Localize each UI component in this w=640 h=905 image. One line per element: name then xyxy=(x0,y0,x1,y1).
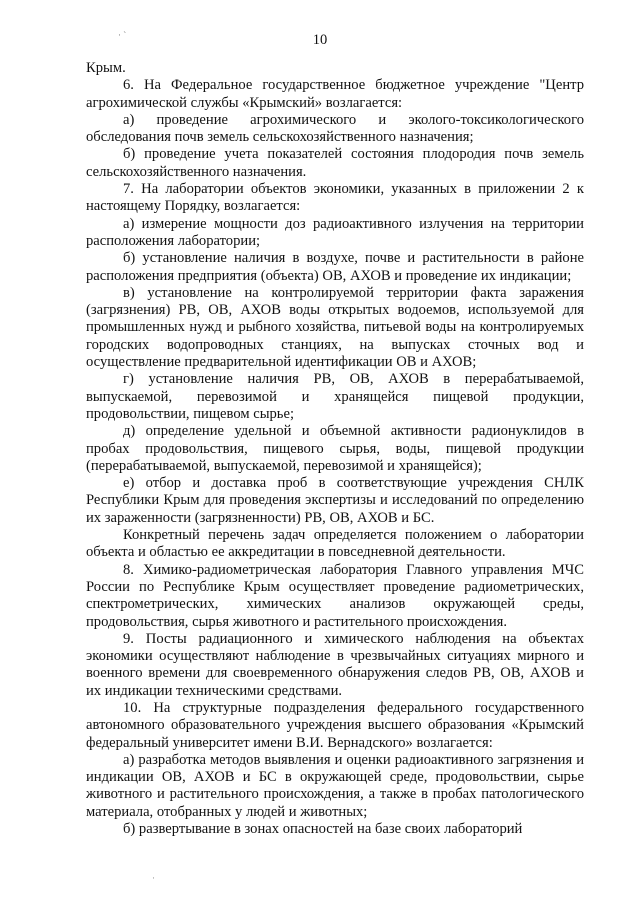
paragraph-item-6: 6. На Федеральное государственное бюджетное учреждение "Центр агрохимической службы «Крымский» возлагается: xyxy=(86,77,584,111)
paragraph-item-8: 8. Химико-радиометрическая лаборатория Главного управления МЧС России по Республике Крым осуществляет проведение радиометрических, спектрометрических, химических анализов окружающей среды, продовольствия, сырья животного и растительного происхождения. xyxy=(86,561,584,630)
paragraph-item-7: 7. На лаборатории объектов экономики, указанных в приложении 2 к настоящему Порядку, возлагается: xyxy=(86,181,584,215)
paragraph-item-7d: д) определение удельной и объемной активности радионуклидов в пробах продовольствия, пищевого сырья, воды, пищевой продукции (перерабатываемой, выпускаемой, перевозимой и хранящейся); xyxy=(86,423,584,474)
paragraph-item-7a: а) измерение мощности доз радиоактивного излучения на территории расположения лаборатории; xyxy=(86,215,584,249)
paragraph-continuation: Крым. xyxy=(86,60,126,76)
paragraph-lab-tasks: Конкретный перечень задач определяется положением о лаборатории объекта и областью ее аккредитации в повседневной деятельности. xyxy=(86,527,584,561)
paragraph-item-7b: б) установление наличия в воздухе, почве и растительности в районе расположения предприятия (объекта) ОВ, АХОВ и проведение их индикации; xyxy=(86,250,584,284)
document-body xyxy=(86,60,584,838)
paragraph-item-9: 9. Посты радиационного и химического наблюдения на объектах экономики осуществляют наблюдение в чрезвычайных ситуациях мирного и военного времени для своевременного обнаружения следов РВ, ОВ, АХОВ и их индикации техническими средствами. xyxy=(86,630,584,699)
scan-speck: · xyxy=(152,873,155,883)
paragraph-item-10: 10. На структурные подразделения федерального государственного автономного образовательного учреждения высшего образования «Крымский федеральный университет имени В.И. Вернадского» возлагается: xyxy=(86,699,584,751)
paragraph-item-7g: г) установление наличия РВ, ОВ, АХОВ в перерабатываемой, выпускаемой, перевозимой и хранящейся пищевой продукции, продовольствии, пищевом сырье; xyxy=(86,371,584,422)
paragraph-item-7e: е) отбор и доставка проб в соответствующие учреждения СНЛК Республики Крым для проведения экспертизы и исследований по определению их зараженности (загрязненности) РВ, ОВ, АХОВ и БС. xyxy=(86,475,584,526)
paragraph-item-10b: б) развертывание в зонах опасностей на базе своих лабораторий xyxy=(123,821,523,838)
page-number: 10 xyxy=(312,32,328,48)
paragraph-item-6a: а) проведение агрохимического и эколого-токсикологического обследования почв земель сельскохозяйственного назначения; xyxy=(86,111,584,146)
paragraph-item-7v: в) установление на контролируемой территории факта заражения (загрязнения) РВ, ОВ, АХОВ воды открытых водоемов, используемой для промышленных нужд и рыбного хозяйства, питьевой воды на контролируемых городских водопроводных станциях, на выпусках сточных вод и осуществление предварительной идентификации ОВ и АХОВ; xyxy=(86,284,584,371)
paragraph-item-10a: а) разработка методов выявления и оценки радиоактивного загрязнения и индикации ОВ, АХОВ и БС в окружающей среде, продовольствии, сырье животного и растительного происхождения, а также в пробах патологического материала, отобранных у людей и животных; xyxy=(86,751,584,820)
paragraph-item-6b: б) проведение учета показателей состояния плодородия почв земель сельскохозяйственного назначения. xyxy=(86,146,584,180)
scan-specks: · ` xyxy=(118,30,127,40)
